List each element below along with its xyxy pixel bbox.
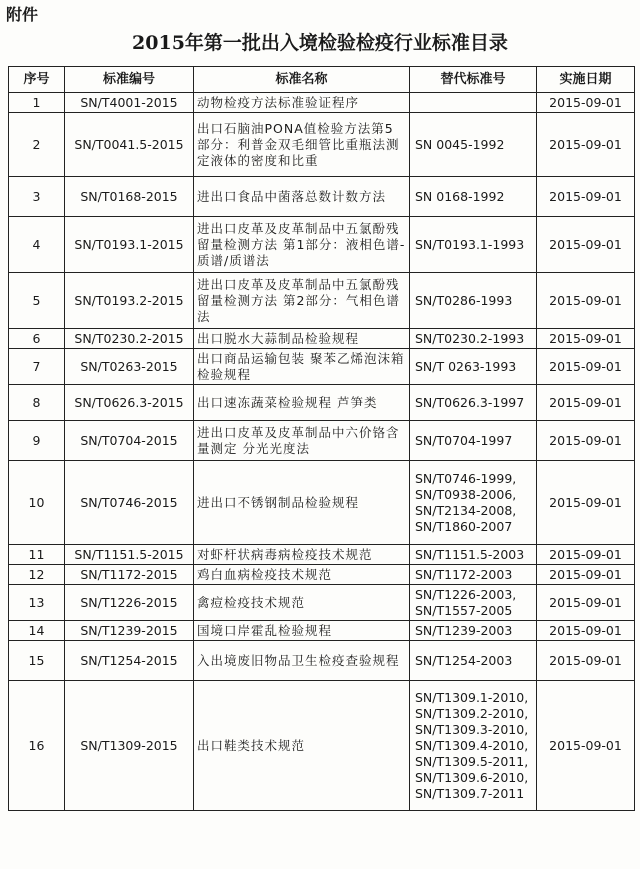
standard-name: 出口石脑油PONA值检验方法第5部分：利普金双毛细管比重瓶法测定液体的密度和比重: [194, 113, 410, 177]
standard-code: SN/T0746-2015: [65, 461, 194, 545]
table-row: [9, 621, 635, 641]
standard-code: SN/T0263-2015: [65, 349, 194, 385]
replaced-standard: SN/T0230.2-1993: [415, 330, 525, 346]
standard-name: 出口商品运输包装 聚苯乙烯泡沫箱检验规程: [194, 349, 410, 385]
effective-date: 2015-09-01: [537, 385, 635, 421]
row-number: 1: [9, 93, 65, 113]
annex-label: 附件: [6, 5, 39, 24]
standard-code: SN/T0193.1-2015: [65, 217, 194, 273]
effective-date: 2015-09-01: [537, 545, 635, 565]
replaced-standard: SN/T1172-2003: [415, 566, 513, 582]
row-number: 4: [9, 217, 65, 273]
replaced-standards: [410, 621, 537, 641]
replaced-standards: [410, 217, 537, 273]
effective-date: 2015-09-01: [537, 621, 635, 641]
replaced-standards: [410, 461, 537, 545]
standard-code: SN/T0041.5-2015: [65, 113, 194, 177]
replaced-standards: [410, 273, 537, 329]
standard-code: SN/T4001-2015: [65, 93, 194, 113]
standard-name: 进出口食品中菌落总数计数方法: [194, 177, 410, 217]
standard-code: SN/T0168-2015: [65, 177, 194, 217]
replaced-standards: [410, 93, 537, 113]
replaced-standard: SN/T0626.3-1997: [415, 394, 525, 410]
row-number: 13: [9, 585, 65, 621]
table-row: [9, 565, 635, 585]
replaced-standards: [410, 329, 537, 349]
table-row: [9, 217, 635, 273]
effective-date: 2015-09-01: [537, 93, 635, 113]
header-code: 标准编号: [65, 67, 194, 93]
table-header-row: [9, 67, 635, 93]
row-number: 12: [9, 565, 65, 585]
effective-date: 2015-09-01: [537, 565, 635, 585]
standards-table: [8, 66, 635, 811]
table-row: [9, 641, 635, 681]
standard-code: SN/T0230.2-2015: [65, 329, 194, 349]
row-number: 10: [9, 461, 65, 545]
effective-date: 2015-09-01: [537, 349, 635, 385]
replaced-standard: SN/T0938-2006,: [415, 486, 517, 502]
standard-name: 进出口皮革及皮革制品中五氯酚残留量检测方法 第1部分：液相色谱-质谱/质谱法: [194, 217, 410, 273]
standard-name: 动物检疫方法标准验证程序: [194, 93, 410, 113]
effective-date: 2015-09-01: [537, 461, 635, 545]
table-row: [9, 421, 635, 461]
replaced-standard: SN/T2134-2008,: [415, 502, 517, 518]
standard-name: 国境口岸霍乱检验规程: [194, 621, 410, 641]
replaced-standard: SN/T1309.4-2010,: [415, 737, 529, 753]
row-number: 5: [9, 273, 65, 329]
replaced-standard: SN 0168-1992: [415, 188, 505, 204]
standard-name: 出口脱水大蒜制品检验规程: [194, 329, 410, 349]
replaced-standard: SN/T1309.5-2011,: [415, 753, 529, 769]
row-number: 11: [9, 545, 65, 565]
replaced-standard: SN/T1151.5-2003: [415, 546, 525, 562]
replaced-standard: SN/T1860-2007: [415, 518, 513, 534]
row-number: 15: [9, 641, 65, 681]
standard-name: 进出口皮革及皮革制品中六价铬含量测定 分光光度法: [194, 421, 410, 461]
standard-code: SN/T1309-2015: [65, 681, 194, 811]
standard-name: 进出口不锈钢制品检验规程: [194, 461, 410, 545]
table-row: [9, 177, 635, 217]
effective-date: 2015-09-01: [537, 329, 635, 349]
row-number: 16: [9, 681, 65, 811]
standard-code: SN/T0193.2-2015: [65, 273, 194, 329]
table-row: [9, 113, 635, 177]
replaced-standard: SN/T1254-2003: [415, 652, 513, 668]
replaced-standards: [410, 177, 537, 217]
table-row: [9, 585, 635, 621]
effective-date: 2015-09-01: [537, 641, 635, 681]
row-number: 7: [9, 349, 65, 385]
standard-code: SN/T1172-2015: [65, 565, 194, 585]
replaced-standard: SN/T0286-1993: [415, 292, 513, 308]
replaced-standard: SN/T1309.6-2010,: [415, 769, 529, 785]
replaced-standard: SN/T1309.1-2010,: [415, 689, 529, 705]
replaced-standards: [410, 349, 537, 385]
table-row: [9, 385, 635, 421]
standard-name: 出口速冻蔬菜检验规程 芦笋类: [194, 385, 410, 421]
standard-code: SN/T0626.3-2015: [65, 385, 194, 421]
table-row: [9, 461, 635, 545]
replaced-standard: SN/T1309.7-2011: [415, 785, 525, 801]
replaced-standard: SN/T0193.1-1993: [415, 236, 525, 252]
replaced-standard: SN/T 0263-1993: [415, 358, 517, 374]
standard-name: 对虾杆状病毒病检疫技术规范: [194, 545, 410, 565]
row-number: 2: [9, 113, 65, 177]
row-number: 9: [9, 421, 65, 461]
row-number: 14: [9, 621, 65, 641]
effective-date: 2015-09-01: [537, 421, 635, 461]
effective-date: 2015-09-01: [537, 585, 635, 621]
replaced-standards: [410, 545, 537, 565]
replaced-standard: SN/T1309.3-2010,: [415, 721, 529, 737]
document-title: 2015年第一批出入境检验检疫行业标准目录: [132, 32, 508, 54]
table-row: [9, 329, 635, 349]
table-row: [9, 545, 635, 565]
effective-date: 2015-09-01: [537, 177, 635, 217]
row-number: 3: [9, 177, 65, 217]
replaced-standards: [410, 681, 537, 811]
replaced-standards: [410, 385, 537, 421]
header-name: 标准名称: [194, 67, 410, 93]
table-row: [9, 273, 635, 329]
replaced-standards: [410, 421, 537, 461]
standard-name: 禽痘检疫技术规范: [194, 585, 410, 621]
row-number: 8: [9, 385, 65, 421]
replaced-standard: SN/T1309.2-2010,: [415, 705, 529, 721]
standard-name: 出口鞋类技术规范: [194, 681, 410, 811]
replaced-standard: SN/T0704-1997: [415, 432, 513, 448]
effective-date: 2015-09-01: [537, 273, 635, 329]
standard-code: SN/T1226-2015: [65, 585, 194, 621]
standard-code: SN/T1239-2015: [65, 621, 194, 641]
effective-date: 2015-09-01: [537, 217, 635, 273]
replaced-standard: SN 0045-1992: [415, 136, 505, 152]
replaced-standards: [410, 585, 537, 621]
standard-name: 入出境废旧物品卫生检疫查验规程: [194, 641, 410, 681]
standard-code: SN/T1151.5-2015: [65, 545, 194, 565]
header-replaces: 替代标准号: [410, 67, 537, 93]
standard-code: SN/T1254-2015: [65, 641, 194, 681]
effective-date: 2015-09-01: [537, 113, 635, 177]
row-number: 6: [9, 329, 65, 349]
header-date: 实施日期: [537, 67, 635, 93]
standard-name: 鸡白血病检疫技术规范: [194, 565, 410, 585]
replaced-standard: SN/T1239-2003: [415, 622, 513, 638]
standard-name: 进出口皮革及皮革制品中五氯酚残留量检测方法 第2部分：气相色谱法: [194, 273, 410, 329]
standard-code: SN/T0704-2015: [65, 421, 194, 461]
table-row: [9, 681, 635, 811]
replaced-standard: SN/T1226-2003,: [415, 586, 517, 602]
replaced-standard: SN/T1557-2005: [415, 602, 513, 618]
replaced-standards: [410, 113, 537, 177]
header-no: 序号: [9, 67, 65, 93]
table-row: [9, 349, 635, 385]
replaced-standard: SN/T0746-1999,: [415, 470, 517, 486]
replaced-standards: [410, 565, 537, 585]
table-row: [9, 93, 635, 113]
replaced-standards: [410, 641, 537, 681]
effective-date: 2015-09-01: [537, 681, 635, 811]
